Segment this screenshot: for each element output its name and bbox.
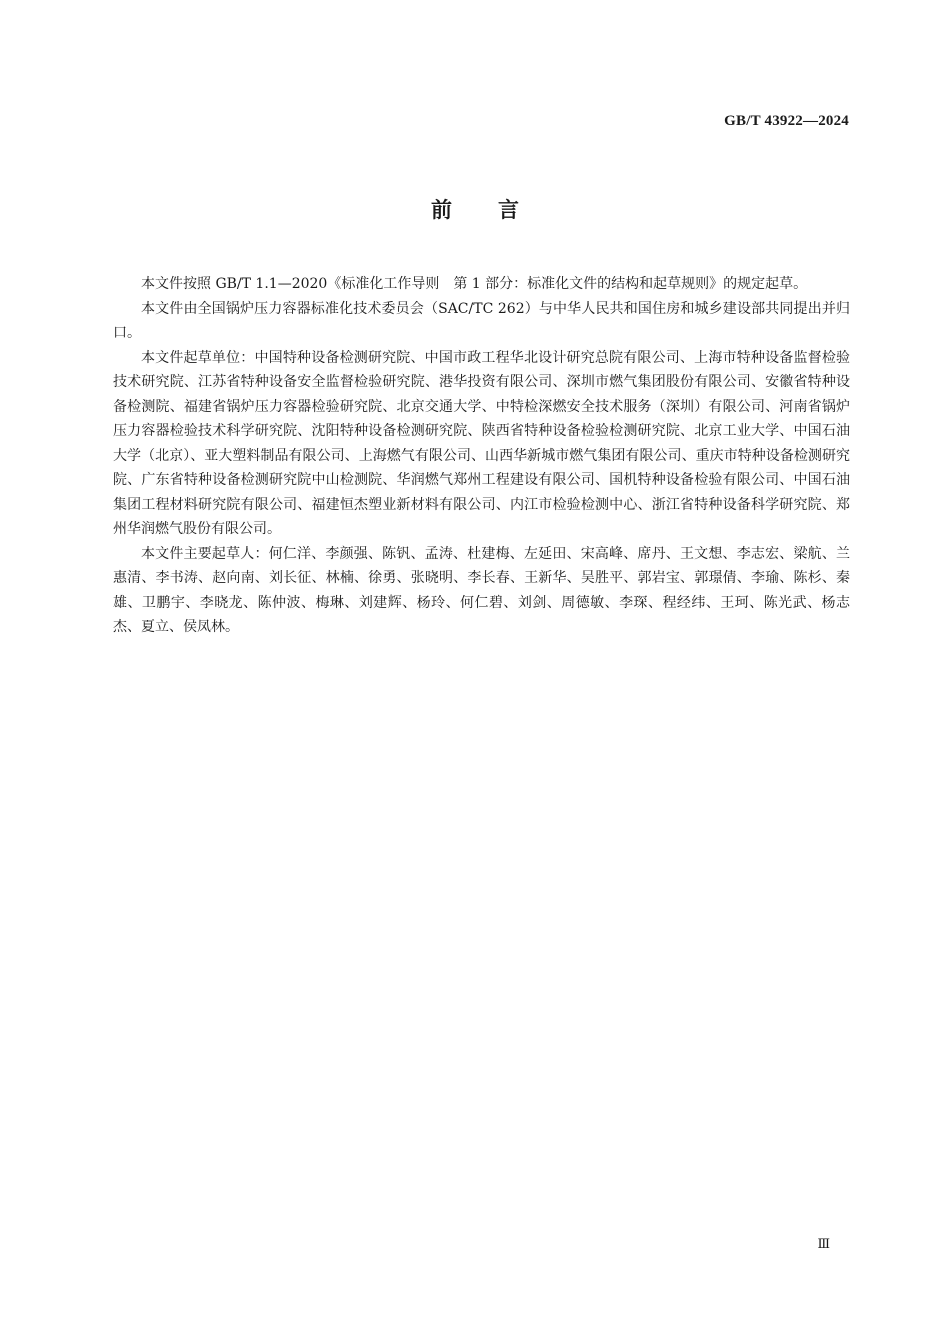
paragraph-proposer: 本文件由全国锅炉压力容器标准化技术委员会（SAC/TC 262）与中华人民共和国住房和城乡建设部共同提出并归口。: [113, 300, 850, 341]
paragraph-main-drafters: 本文件主要起草人：何仁洋、李颜强、陈钒、孟涛、杜建梅、左延田、宋高峰、席丹、王文想、李志宏、梁航、兰惠清、李书涛、赵向南、刘长征、林楠、徐勇、张晓明、李长春、王新华、吴胜平、郭岩宝、郭璟倩、李瑜、陈杉、秦雄、卫鹏宇、李晓龙、陈仲波、梅琳、刘建辉、杨玲、何仁碧、刘剑、周德敏、李琛、程经纬、王珂、陈光武、杨志杰、夏立、侯凤林。: [113, 545, 850, 635]
standard-code: GB/T 43922—2024: [724, 113, 849, 129]
paragraph-drafting-rules: 本文件按照 GB/T 1.1—2020《标准化工作导则 第 1 部分：标准化文件的结构和起草规则》的规定起草。: [141, 276, 808, 292]
paragraph-drafting-units: 本文件起草单位：中国特种设备检测研究院、中国市政工程华北设计研究总院有限公司、上海市特种设备监督检验技术研究院、江苏省特种设备安全监督检验研究院、港华投资有限公司、深圳市燃气集团股份有限公司、安徽省特种设备检测院、福建省锅炉压力容器检验研究院、北京交通大学、中特检深燃安全技术服务（深圳）有限公司、河南省锅炉压力容器检验技术科学研究院、沈阳特种设备检测研究院、陕西省特种设备检验检测研究院、北京工业大学、中国石油大学（北京）、亚大塑料制品有限公司、上海燃气有限公司、山西华新城市燃气集团有限公司、重庆市特种设备检测研究院、广东省特种设备检测研究院中山检测院、华润燃气郑州工程建设有限公司、国机特种设备检验有限公司、中国石油集团工程材料研究院有限公司、福建恒杰塑业新材料有限公司、内江市检验检测中心、浙江省特种设备科学研究院、郑州华润燃气股份有限公司。: [113, 349, 850, 537]
page-title: 前言: [431, 198, 565, 222]
page-number: Ⅲ: [817, 1236, 830, 1251]
foreword-body: [113, 272, 850, 640]
